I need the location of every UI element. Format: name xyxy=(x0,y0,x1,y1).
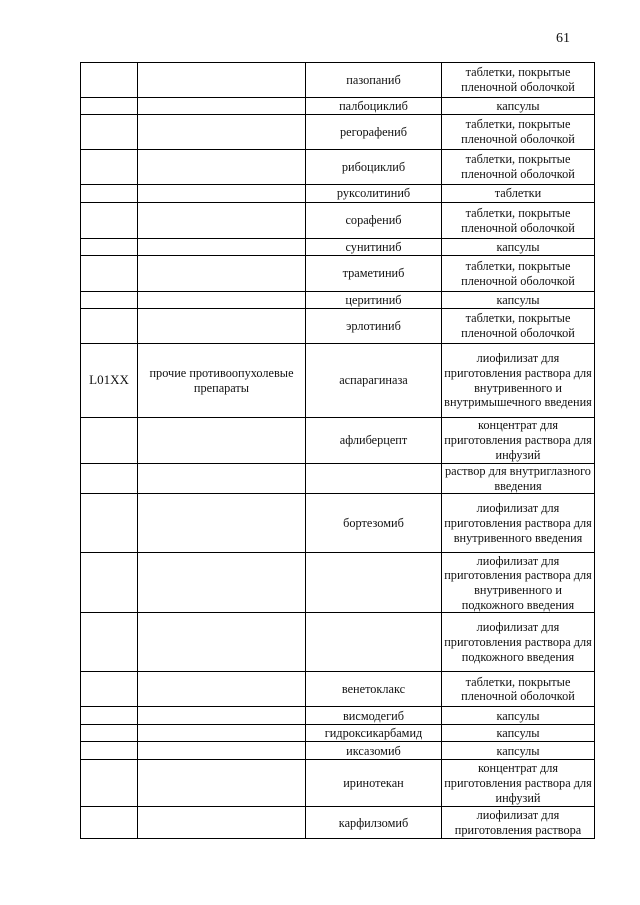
page-number: 61 xyxy=(556,31,570,46)
dosage-form-cell: таблетки, покрытые пленочной оболочкой xyxy=(442,150,595,185)
table-row xyxy=(81,742,595,760)
table-row xyxy=(81,150,595,185)
dosage-form-cell: капсулы xyxy=(442,725,595,742)
atc-code-cell xyxy=(81,185,138,203)
group-name-cell xyxy=(138,256,306,292)
table-row xyxy=(81,807,595,839)
dosage-form-cell: таблетки, покрытые пленочной оболочкой xyxy=(442,256,595,292)
group-name-cell xyxy=(138,63,306,98)
drug-name-cell: сунитиниб xyxy=(306,239,442,256)
dosage-form-cell: лиофилизат для приготовления раствора для внутривенного и подкожного введения xyxy=(442,553,595,613)
atc-code-cell xyxy=(81,256,138,292)
group-name-cell xyxy=(138,613,306,672)
atc-code-cell xyxy=(81,760,138,807)
atc-code-cell xyxy=(81,63,138,98)
atc-code-cell xyxy=(81,98,138,115)
drug-name-cell: эрлотиниб xyxy=(306,309,442,344)
group-name-cell xyxy=(138,760,306,807)
atc-code-cell xyxy=(81,742,138,760)
atc-code-cell xyxy=(81,725,138,742)
dosage-form-cell: таблетки, покрытые пленочной оболочкой xyxy=(442,115,595,150)
table-row xyxy=(81,203,595,239)
dosage-form-cell: раствор для внутриглазного введения xyxy=(442,464,595,494)
group-name-cell xyxy=(138,185,306,203)
drug-name-cell: рибоциклиб xyxy=(306,150,442,185)
dosage-form-cell: концентрат для приготовления раствора для инфузий xyxy=(442,418,595,464)
atc-code-cell xyxy=(81,309,138,344)
dosage-form-cell: таблетки xyxy=(442,185,595,203)
table-row xyxy=(81,418,595,464)
dosage-form-cell: капсулы xyxy=(442,239,595,256)
table-row xyxy=(81,115,595,150)
drug-name-cell: церитиниб xyxy=(306,292,442,309)
table-row xyxy=(81,725,595,742)
group-name-cell xyxy=(138,203,306,239)
table-row xyxy=(81,185,595,203)
atc-code-cell xyxy=(81,203,138,239)
atc-code-cell xyxy=(81,150,138,185)
group-name-cell xyxy=(138,309,306,344)
drug-name-cell: гидроксикарбамид xyxy=(306,725,442,742)
atc-code-cell xyxy=(81,115,138,150)
group-name-cell xyxy=(138,725,306,742)
group-name-cell xyxy=(138,292,306,309)
group-name-cell xyxy=(138,672,306,707)
drug-name-cell: иксазомиб xyxy=(306,742,442,760)
atc-code-cell xyxy=(81,553,138,613)
drug-name-cell xyxy=(306,464,442,494)
group-name-cell xyxy=(138,239,306,256)
drug-table xyxy=(80,62,595,839)
atc-code-cell xyxy=(81,807,138,839)
table-row xyxy=(81,256,595,292)
dosage-form-cell: таблетки, покрытые пленочной оболочкой xyxy=(442,672,595,707)
atc-code-cell xyxy=(81,613,138,672)
table-row xyxy=(81,464,595,494)
drug-name-cell: палбоциклиб xyxy=(306,98,442,115)
group-name-cell xyxy=(138,98,306,115)
table-row xyxy=(81,239,595,256)
atc-code-cell xyxy=(81,672,138,707)
group-name-cell xyxy=(138,742,306,760)
drug-name-cell: афлиберцепт xyxy=(306,418,442,464)
dosage-form-cell: лиофилизат для приготовления раствора для подкожного введения xyxy=(442,613,595,672)
drug-name-cell: иринотекан xyxy=(306,760,442,807)
dosage-form-cell: лиофилизат для приготовления раствора для внутривенного введения xyxy=(442,494,595,553)
table-row xyxy=(81,344,595,418)
group-name-cell xyxy=(138,494,306,553)
group-name-cell xyxy=(138,464,306,494)
drug-name-cell xyxy=(306,613,442,672)
dosage-form-cell: капсулы xyxy=(442,707,595,725)
drug-name-cell: бортезомиб xyxy=(306,494,442,553)
table-row xyxy=(81,98,595,115)
table-row xyxy=(81,63,595,98)
dosage-form-cell: лиофилизат для приготовления раствора для внутривенного и внутримышечного введения xyxy=(442,344,595,418)
drug-name-cell: пазопаниб xyxy=(306,63,442,98)
atc-code-cell xyxy=(81,494,138,553)
dosage-form-cell: таблетки, покрытые пленочной оболочкой xyxy=(442,309,595,344)
drug-name-cell: регорафениб xyxy=(306,115,442,150)
group-name-cell xyxy=(138,115,306,150)
table-row xyxy=(81,309,595,344)
atc-code-cell: L01XX xyxy=(81,344,138,418)
table-row xyxy=(81,613,595,672)
table-row xyxy=(81,553,595,613)
drug-name-cell xyxy=(306,553,442,613)
drug-name-cell: траметиниб xyxy=(306,256,442,292)
drug-name-cell: венетоклакс xyxy=(306,672,442,707)
drug-name-cell: висмодегиб xyxy=(306,707,442,725)
drug-name-cell: сорафениб xyxy=(306,203,442,239)
dosage-form-cell: лиофилизат для приготовления раствора xyxy=(442,807,595,839)
group-name-cell xyxy=(138,707,306,725)
table-row xyxy=(81,672,595,707)
dosage-form-cell: таблетки, покрытые пленочной оболочкой xyxy=(442,203,595,239)
drug-name-cell: карфилзомиб xyxy=(306,807,442,839)
dosage-form-cell: капсулы xyxy=(442,742,595,760)
dosage-form-cell: таблетки, покрытые пленочной оболочкой xyxy=(442,63,595,98)
atc-code-cell xyxy=(81,239,138,256)
drug-name-cell: руксолитиниб xyxy=(306,185,442,203)
dosage-form-cell: капсулы xyxy=(442,292,595,309)
group-name-cell xyxy=(138,150,306,185)
table-row xyxy=(81,760,595,807)
table-row xyxy=(81,494,595,553)
atc-code-cell xyxy=(81,418,138,464)
table-row xyxy=(81,292,595,309)
dosage-form-cell: концентрат для приготовления раствора для инфузий xyxy=(442,760,595,807)
atc-code-cell xyxy=(81,707,138,725)
group-name-cell: прочие противоопухолевые препараты xyxy=(138,344,306,418)
group-name-cell xyxy=(138,807,306,839)
atc-code-cell xyxy=(81,292,138,309)
group-name-cell xyxy=(138,418,306,464)
table-row xyxy=(81,707,595,725)
drug-name-cell: аспарагиназа xyxy=(306,344,442,418)
atc-code-cell xyxy=(81,464,138,494)
dosage-form-cell: капсулы xyxy=(442,98,595,115)
group-name-cell xyxy=(138,553,306,613)
